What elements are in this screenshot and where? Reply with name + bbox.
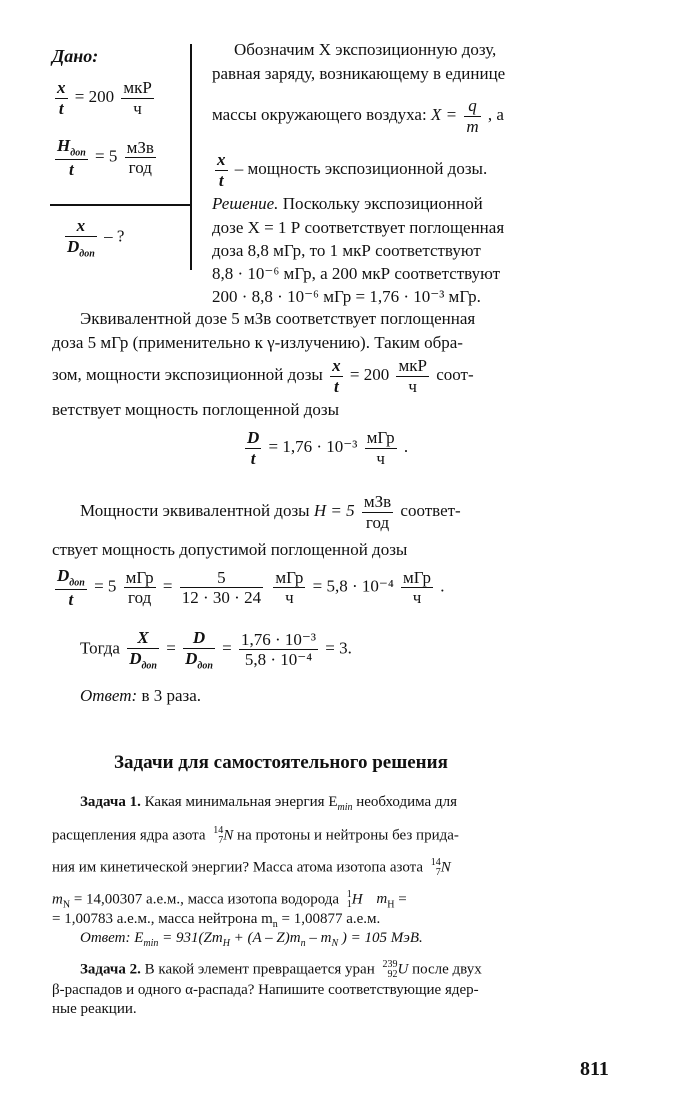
para2-line-1: Эквивалентной дозе 5 мЗв соответствует поглощенная <box>80 309 476 328</box>
para3-line-2: ствует мощность допустимой поглощенной дозы <box>52 540 408 559</box>
intro-line-3: массы окружающего воздуха: X = $\frac{q}{m}$ , а <box>212 96 504 136</box>
given-line-2: $\frac{H_{доп}}{t}$ = 5 $\frac{\text{мЗв}}{\text{год}}$ <box>57 136 154 179</box>
intro-line-4: $\frac{x}{t}$ – мощность экспозиционной дозы. <box>217 150 488 190</box>
given-line-1: $\frac{x}{t}$ = 200 $\frac{\text{мкР}}{ч}$ <box>57 78 152 118</box>
solution-line-5: 200 · 8,8 · 10⁻⁶ мГр = 1,76 · 10⁻³ мГр. <box>212 287 481 306</box>
section-title: Задачи для самостоятельного решения <box>114 752 448 773</box>
page-number: 811 <box>580 1058 609 1080</box>
task2-line-2: β-распадов и одного α-распада? Напишите соответствующие ядер- <box>52 982 479 998</box>
task2-line-3: ные реакции. <box>52 1001 137 1017</box>
para2-line-2: доза 5 мГр (применительно к γ-излучению). Таким обра- <box>52 333 463 352</box>
given-find: $\frac{x}{D_{доп}}$ – ? <box>67 216 125 259</box>
solution-line-4: 8,8 · 10⁻⁶ мГр, а 200 мкР соответствуют <box>212 264 501 283</box>
intro-line-2: равная заряду, возникающему в единице <box>212 64 506 83</box>
para2-line-3: зом, мощности экспозиционной дозы $\frac{x}{t}$ = 200 $\frac{\text{мкР}}{ч}$ соот- <box>52 356 474 396</box>
task1-line-2: расщепления ядра азота 14 7 N на протоны и нейтроны без прида- <box>52 825 459 846</box>
solution-line-2: дозе X = 1 Р соответствует поглощенная <box>212 218 505 237</box>
solution-line-3: доза 8,8 мГр, то 1 мкР соответствуют <box>212 241 481 260</box>
given-label: Дано: <box>52 46 99 66</box>
given-vertical-rule <box>190 44 192 270</box>
task1-line-3: ния им кинетической энергии? Масса атома изотопа азота 14 7 N <box>52 857 451 878</box>
formula-ratio: Тогда $\frac{X}{D_{доп}}$ = $\frac{D}{D_{доп}}$ = $\frac{\text{1,76 · 10⁻³}}{\text{5,8 · 10⁻⁴}}$ = 3. <box>80 628 352 671</box>
answer-line: Ответ: в 3 раза. <box>80 686 202 705</box>
formula-dose-rate: $\frac{D}{t}$ = 1,76 · 10⁻³ $\frac{\text{мГр}}{ч}$ . <box>247 428 409 468</box>
intro-line-1: Обозначим X экспозиционную дозу, <box>234 40 497 59</box>
para3-line-1: Мощности эквивалентной дозы H = 5 $\frac{\text{мЗв}}{\text{год}}$ соответ- <box>80 492 461 532</box>
task2-line-1: Задача 2. В какой элемент превращается уран 239 92 U после двух <box>80 959 482 980</box>
given-divider <box>50 204 190 206</box>
task1-line-1: Задача 1. Какая минимальная энергия $E_{min}$ необходима для <box>80 794 457 813</box>
formula-permissible-dose: $\frac{D_{доп}}{t}$ = 5 $\frac{\text{мГр}}{\text{год}}$ = $\frac{5}{12 \cdot 30 \cdot 24}$ $\frac{\text{мГр}}{ч}$ = 5,8 · 10⁻⁴ $\frac{\text{мГр}}{ч}$ . <box>57 566 445 609</box>
solution-line-1: Решение. Поскольку экспозиционной <box>212 194 483 213</box>
task1-answer: Ответ: $E_{min} = 931(Zm_H + (A - Z)m_n - m_N$ ) = 105 МэВ. <box>80 930 423 949</box>
task1-line-4: $m_N = 14,00307$ а.е.м., масса изотопа водорода 1 1 H $m_H$ = <box>52 889 407 911</box>
task1-line-5: = 1,00783 а.е.м., масса нейтрона $m_n = 1,00877$ а.е.м. <box>52 911 381 930</box>
para2-line-4: ветствует мощность поглощенной дозы <box>52 400 340 419</box>
